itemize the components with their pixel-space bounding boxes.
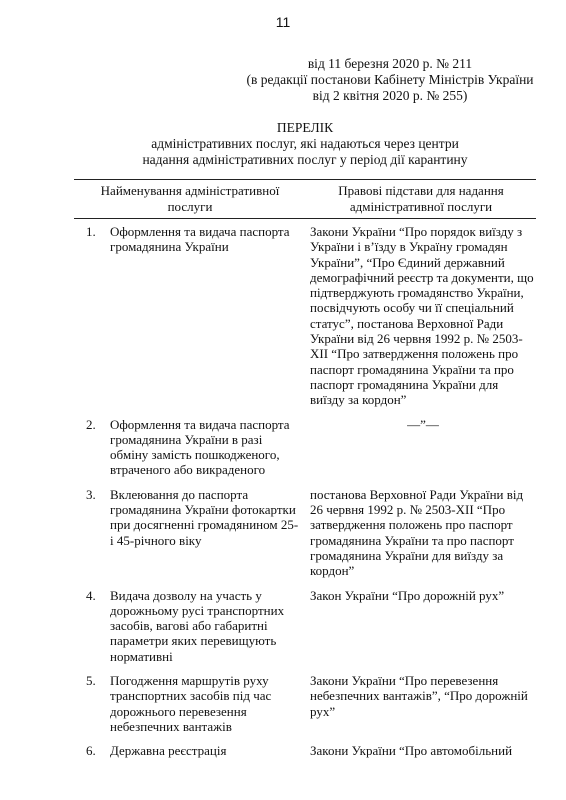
table-row xyxy=(74,668,536,738)
row-number: 5. xyxy=(86,673,96,689)
table-row xyxy=(74,738,536,762)
services-table-wrapper xyxy=(74,179,536,763)
service-name: Державна реєстрація xyxy=(110,743,227,759)
table-header-row xyxy=(74,180,536,219)
legal-basis: Закони України “Про порядок виїзду з України і в’їзду в Україну громадян України”, “Про Єдиний державний демографічний реєстр та документи, що підтверджують громадянство України, посвідчують особу чи її спеціальний статус”, постанова Верховної Ради України від 26 червня 1992 р. № 2503-XII “Про затвердження положень про паспорт громадянина України та про паспорт громадянина України для виїзду за кордон” xyxy=(310,224,534,408)
column-header-legal-basis: Правові підстави для надання адміністративної послуги xyxy=(306,180,536,219)
list-heading: ПЕРЕЛІК xyxy=(276,120,334,135)
row-number: 6. xyxy=(86,743,96,759)
list-title xyxy=(90,120,520,168)
header-line-1: від 11 березня 2020 р. № 211 xyxy=(307,56,473,71)
header-line-3: від 2 квітня 2020 р. № 255) xyxy=(312,88,468,103)
table-row xyxy=(74,482,536,583)
page-number: 11 xyxy=(275,14,291,30)
row-number: 3. xyxy=(86,486,96,502)
service-name: Погодження маршрутів руху транспортних засобів під час дорожнього перевезення небезпечних вантажів xyxy=(110,673,272,734)
service-name: Оформлення та видача паспорта громадянина України в разі обміну замість пошкодженого, втраченого або викраденого xyxy=(110,416,290,478)
legal-basis: Закон України “Про дорожній рух” xyxy=(310,587,505,603)
row-number: 4. xyxy=(86,587,96,603)
legal-basis: Закони України “Про автомобільний xyxy=(310,743,513,759)
legal-basis: постанова Верховної Ради України від 26 червня 1992 р. № 2503-XII “Про затвердження положень про паспорт громадянина України та про паспорт громадянина України для виїзду за кордон” xyxy=(310,486,524,579)
header-line-2: (в редакції постанови Кабінету Міністрів України xyxy=(246,72,534,87)
services-table xyxy=(74,179,536,763)
column-header-service-name: Найменування адміністративної послуги xyxy=(74,180,306,219)
table-row xyxy=(74,412,536,482)
list-subtitle-line-2: надання адміністративних послуг у період дії карантину xyxy=(142,152,468,167)
row-number: 2. xyxy=(86,416,96,432)
service-name: Оформлення та видача паспорта громадянина України xyxy=(110,224,290,255)
service-name: Видача дозволу на участь у дорожньому русі транспортних засобів, вагові або габаритні параметри яких перевищують нормативні xyxy=(110,587,285,664)
table-row xyxy=(74,219,536,412)
list-subtitle-line-1: адміністративних послуг, які надаються через центри xyxy=(151,136,459,151)
row-number: 1. xyxy=(86,224,96,239)
service-name: Вклеювання до паспорта громадянина України фотокартки при досягненні громадянином 25- і 45-річного віку xyxy=(110,486,299,548)
table-row xyxy=(74,583,536,668)
legal-basis-ditto: —”— xyxy=(407,416,439,432)
legal-basis: Закони України “Про перевезення небезпечних вантажів”, “Про дорожній рух” xyxy=(310,673,528,719)
resolution-header xyxy=(240,56,540,104)
